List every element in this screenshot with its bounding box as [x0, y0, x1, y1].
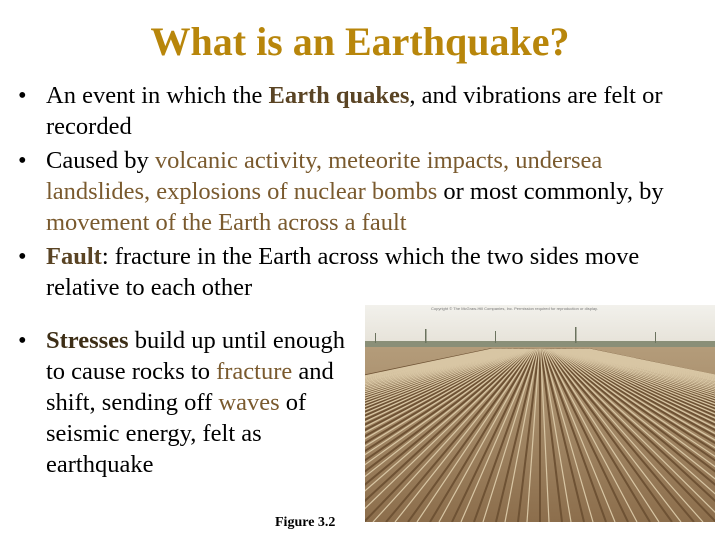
bullet-segment: fracture — [216, 358, 293, 385]
bullet-segment: and shift, sending off — [46, 358, 334, 416]
bullet-segment: or most commonly, by — [437, 178, 664, 205]
bullet-dot: • — [18, 243, 27, 270]
bullet-segment: volcanic activity, meteorite impacts, undersea landslides, explosions of nuclear bombs — [46, 147, 603, 205]
bullet-segment: Caused by — [46, 147, 155, 174]
figure-caption: Figure 3.2 — [275, 515, 336, 530]
bullet-segment: Fault — [46, 243, 102, 270]
bullet-segment: , and vibrations are felt or recorded — [46, 82, 663, 140]
bullet-segment: An event in which the — [46, 82, 269, 109]
bullet-text — [46, 325, 346, 480]
bullet-segment: Earth quakes — [268, 82, 410, 109]
bullet-text — [46, 80, 698, 142]
bullet-item — [18, 80, 698, 142]
bullet-item — [18, 241, 698, 303]
page-title: What is an Earthquake? — [150, 19, 570, 64]
bullet-segment: of seismic energy, felt as earthquake — [46, 389, 307, 478]
bullet-segment: waves — [218, 389, 280, 416]
bullet-dot: • — [18, 147, 27, 174]
bullet-segment: build up until enough to cause rocks to — [46, 327, 345, 385]
photo-copyright: Copyright © The McGraw-Hill Companies, Inc. Permission required for reproduction or display. — [431, 306, 598, 311]
bullet-text — [46, 241, 698, 303]
bullet-text — [46, 145, 698, 238]
bullet-dot: • — [18, 82, 27, 109]
bullet-segment: Stresses — [46, 327, 129, 354]
bullet-item — [18, 145, 698, 238]
bullet-segment: : fracture in the Earth across which the two sides move relative to each other — [46, 243, 640, 301]
bullet-segment: movement of the Earth across a fault — [46, 209, 407, 236]
plowed-field-photo — [365, 305, 715, 522]
field-image — [365, 305, 715, 522]
bullet-dot: • — [18, 327, 27, 354]
